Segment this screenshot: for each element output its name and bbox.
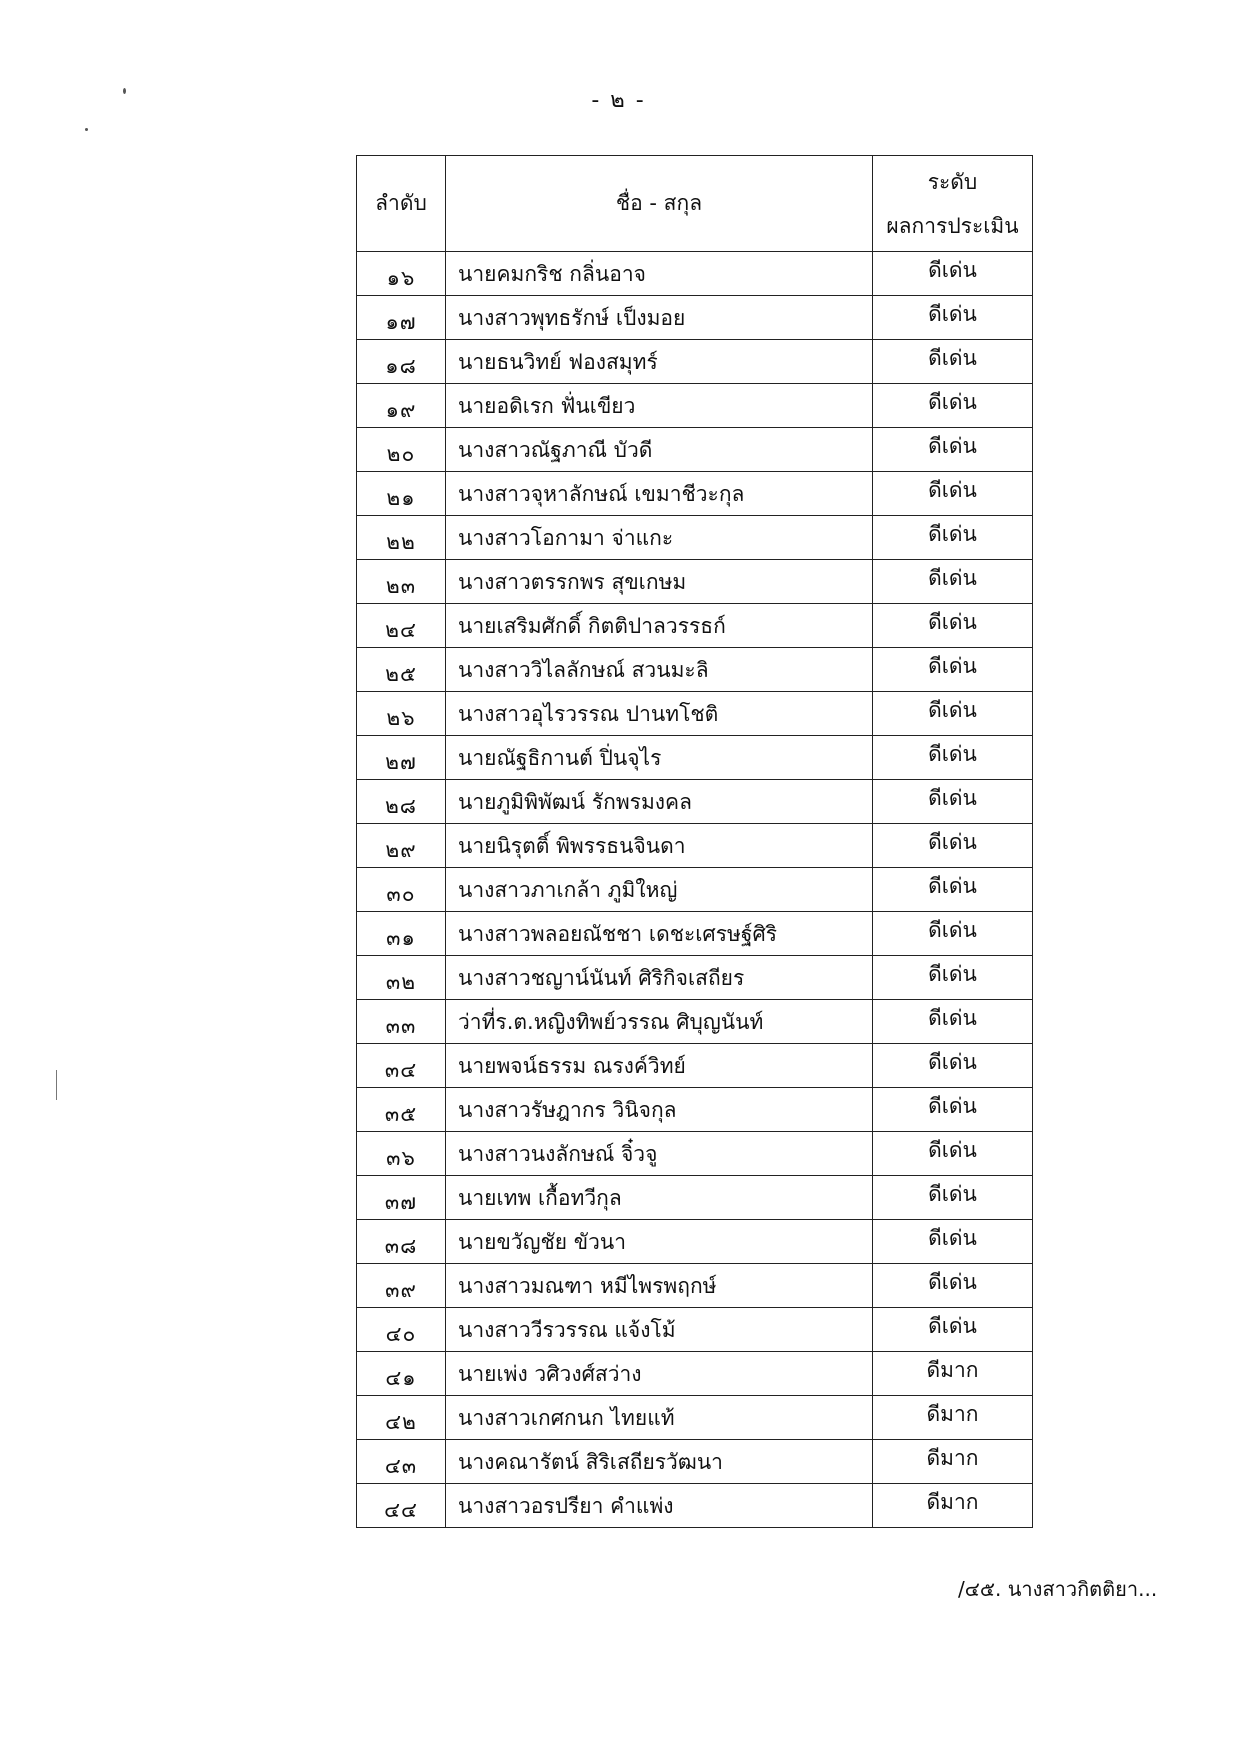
row-evaluation-result: ดีเด่น [873,560,1033,604]
row-order-number: ๔๔ [357,1484,446,1528]
row-evaluation-result: ดีเด่น [873,648,1033,692]
row-evaluation-result: ดีมาก [873,1396,1033,1440]
row-evaluation-result: ดีมาก [873,1484,1033,1528]
row-full-name: นายขวัญชัย ขัวนา [446,1220,873,1264]
row-full-name: นางสาวอรปรียา คำแพ่ง [446,1484,873,1528]
row-evaluation-result: ดีเด่น [873,692,1033,736]
row-order-number: ๔๓ [357,1440,446,1484]
row-full-name: นายเทพ เกื้อทวีกุล [446,1176,873,1220]
table-row [357,1000,1033,1044]
page-number: - ๒ - [591,88,646,113]
row-evaluation-result: ดีเด่น [873,736,1033,780]
row-evaluation-result: ดีมาก [873,1440,1033,1484]
row-evaluation-result: ดีเด่น [873,912,1033,956]
table-row [357,780,1033,824]
table-row [357,1044,1033,1088]
scan-speck [85,128,88,131]
row-order-number: ๒๔ [357,604,446,648]
row-evaluation-result: ดีเด่น [873,1044,1033,1088]
scan-line [56,1070,57,1100]
row-full-name: นางสาวพลอยณัชชา เดชะเศรษฐ์ศิริ [446,912,873,956]
evaluation-table [356,155,1033,1528]
row-order-number: ๓๗ [357,1176,446,1220]
continuation-note: /๔๕. นางสาวกิตติยา... [958,1577,1158,1601]
row-evaluation-result: ดีเด่น [873,780,1033,824]
row-evaluation-result: ดีเด่น [873,824,1033,868]
row-full-name: นายณัฐธิกานต์ ปิ่นจุไร [446,736,873,780]
table-row [357,560,1033,604]
row-evaluation-result: ดีเด่น [873,1220,1033,1264]
table-row [357,736,1033,780]
row-full-name: นางสาวอุไรวรรณ ปานทโชติ [446,692,873,736]
row-order-number: ๒๙ [357,824,446,868]
row-order-number: ๒๒ [357,516,446,560]
row-evaluation-result: ดีเด่น [873,1264,1033,1308]
table-row [357,1484,1033,1528]
row-order-number: ๒๑ [357,472,446,516]
row-full-name: นายภูมิพิพัฒน์ รักพรมงคล [446,780,873,824]
table-row [357,1308,1033,1352]
table-row [357,648,1033,692]
row-order-number: ๒๐ [357,428,446,472]
table-row [357,428,1033,472]
header-result-line2: ผลการประเมิน [886,213,1019,238]
row-order-number: ๓๖ [357,1132,446,1176]
row-evaluation-result: ดีเด่น [873,868,1033,912]
row-order-number: ๑๘ [357,340,446,384]
row-order-number: ๒๕ [357,648,446,692]
table-row [357,252,1033,296]
table-row [357,1396,1033,1440]
row-full-name: นางสาววิไลลักษณ์ สวนมะลิ [446,648,873,692]
row-evaluation-result: ดีเด่น [873,1176,1033,1220]
table-row [357,604,1033,648]
table-row [357,296,1033,340]
table-row [357,340,1033,384]
header-name: ชื่อ - สกุล [446,156,873,252]
table-body [357,252,1033,1528]
row-full-name: นางสาวนงลักษณ์ จิ๋วจู [446,1132,873,1176]
table-row [357,472,1033,516]
row-order-number: ๑๙ [357,384,446,428]
row-order-number: ๔๐ [357,1308,446,1352]
row-evaluation-result: ดีเด่น [873,1308,1033,1352]
row-full-name: นายเพ่ง วศิวงศ์สว่าง [446,1352,873,1396]
row-order-number: ๓๙ [357,1264,446,1308]
row-evaluation-result: ดีเด่น [873,428,1033,472]
row-order-number: ๒๘ [357,780,446,824]
table-row [357,868,1033,912]
row-order-number: ๒๗ [357,736,446,780]
row-evaluation-result: ดีมาก [873,1352,1033,1396]
header-result-line1: ระดับ [927,169,978,194]
row-evaluation-result: ดีเด่น [873,472,1033,516]
row-evaluation-result: ดีเด่น [873,604,1033,648]
row-evaluation-result: ดีเด่น [873,516,1033,560]
evaluation-table-container [356,155,1032,1528]
table-row [357,1176,1033,1220]
row-evaluation-result: ดีเด่น [873,1088,1033,1132]
row-evaluation-result: ดีเด่น [873,384,1033,428]
table-row [357,384,1033,428]
row-full-name: นางสาวพุทธรักษ์ เป็งมอย [446,296,873,340]
table-row [357,516,1033,560]
row-full-name: นางสาวภาเกล้า ภูมิใหญ่ [446,868,873,912]
row-order-number: ๓๓ [357,1000,446,1044]
table-row [357,1264,1033,1308]
row-order-number: ๒๖ [357,692,446,736]
row-full-name: นางสาววีรวรรณ แจ้งโม้ [446,1308,873,1352]
table-row [357,824,1033,868]
row-full-name: นางสาวเกศกนก ไทยแท้ [446,1396,873,1440]
row-order-number: ๓๕ [357,1088,446,1132]
row-order-number: ๓๒ [357,956,446,1000]
row-evaluation-result: ดีเด่น [873,956,1033,1000]
row-order-number: ๑๖ [357,252,446,296]
row-order-number: ๔๑ [357,1352,446,1396]
row-order-number: ๓๐ [357,868,446,912]
row-full-name: นายนิรุตติ์ พิพรรธนจินดา [446,824,873,868]
row-full-name: นางคณารัตน์ สิริเสถียรวัฒนา [446,1440,873,1484]
row-order-number: ๓๘ [357,1220,446,1264]
row-full-name: นายเสริมศักดิ์ กิตติปาลวรรธก์ [446,604,873,648]
row-full-name: นายธนวิทย์ ฟองสมุทร์ [446,340,873,384]
row-full-name: นางสาวตรรกพร สุขเกษม [446,560,873,604]
row-full-name: นายพจน์ธรรม ณรงค์วิทย์ [446,1044,873,1088]
row-full-name: นางสาวรัษฎากร วินิจกุล [446,1088,873,1132]
row-evaluation-result: ดีเด่น [873,1132,1033,1176]
table-row [357,1440,1033,1484]
row-order-number: ๓๑ [357,912,446,956]
table-row [357,1352,1033,1396]
row-order-number: ๔๒ [357,1396,446,1440]
table-row [357,956,1033,1000]
row-order-number: ๒๓ [357,560,446,604]
row-full-name: ว่าที่ร.ต.หญิงทิพย์วรรณ ศิบุญนันท์ [446,1000,873,1044]
header-order: ลำดับ [357,156,446,252]
table-row [357,1088,1033,1132]
row-full-name: นางสาวโอกามา จ่าแกะ [446,516,873,560]
table-row [357,1220,1033,1264]
table-header-row [357,156,1033,252]
table-row [357,912,1033,956]
table-row [357,1132,1033,1176]
row-evaluation-result: ดีเด่น [873,252,1033,296]
row-evaluation-result: ดีเด่น [873,340,1033,384]
row-order-number: ๓๔ [357,1044,446,1088]
table-row [357,692,1033,736]
row-evaluation-result: ดีเด่น [873,296,1033,340]
row-evaluation-result: ดีเด่น [873,1000,1033,1044]
header-result [873,156,1033,252]
row-full-name: นายอดิเรก ฟั่นเขียว [446,384,873,428]
row-full-name: นางสาวณัฐภาณี บัวดี [446,428,873,472]
row-full-name: นายคมกริช กลิ่นอาจ [446,252,873,296]
row-full-name: นางสาวชญาน์นันท์ ศิริกิจเสถียร [446,956,873,1000]
row-order-number: ๑๗ [357,296,446,340]
row-full-name: นางสาวมณฑา หมีไพรพฤกษ์ [446,1264,873,1308]
row-full-name: นางสาวจุหาลักษณ์ เขมาชีวะกุล [446,472,873,516]
